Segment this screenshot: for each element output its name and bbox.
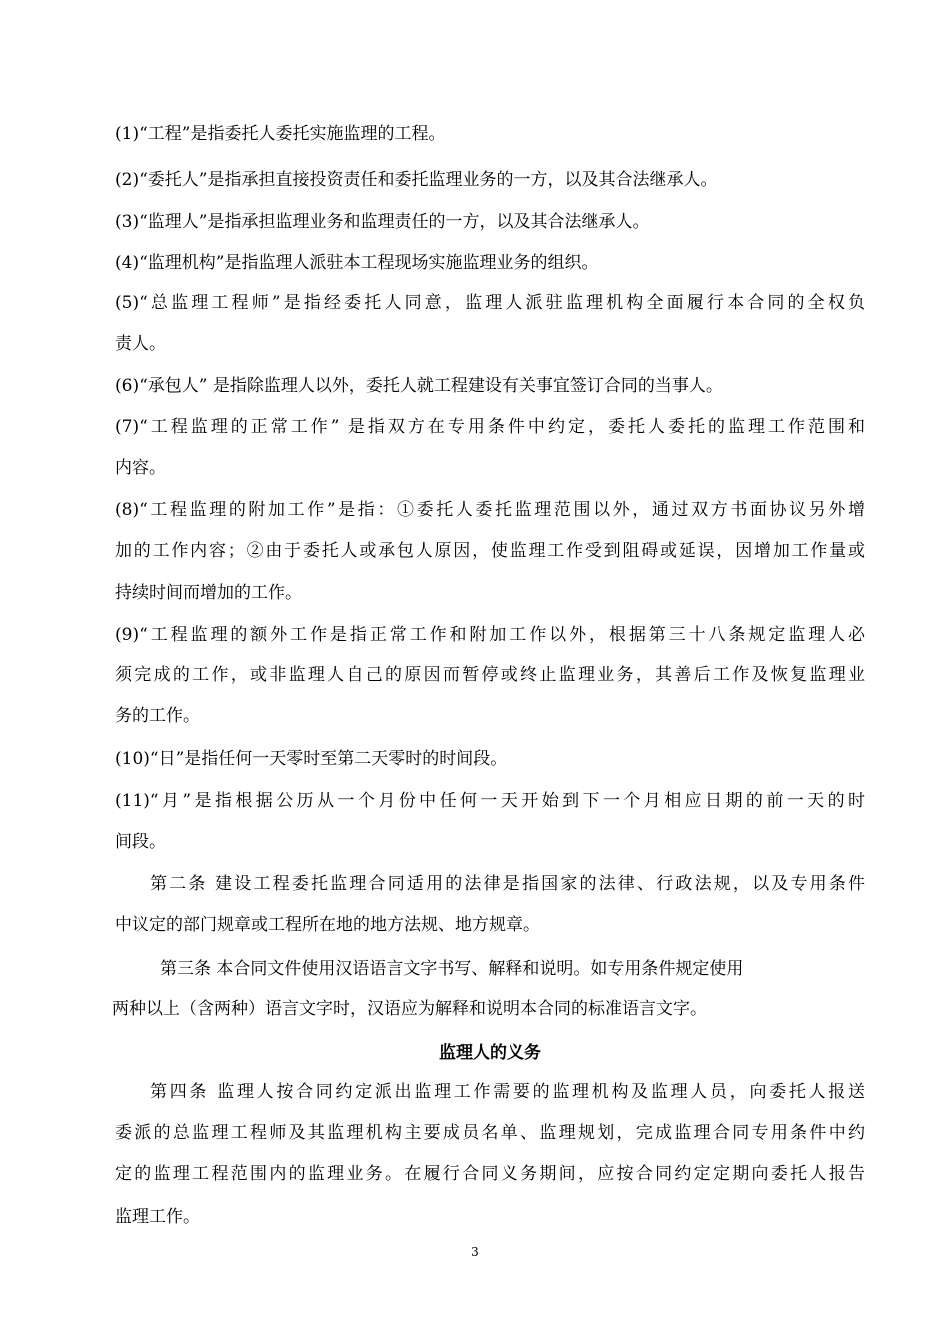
article-4-line-4: 监理工作。 bbox=[115, 1207, 200, 1227]
definition-1-line-1: (1)“工程”是指委托人委托实施监理的工程。 bbox=[115, 124, 446, 144]
article-3-line-2: 两种以上（含两种）语言文字时，汉语应为解释和说明本合同的标准语言文字。 bbox=[112, 999, 707, 1019]
definition-9-line-3: 务的工作。 bbox=[115, 706, 200, 726]
definition-10-line-1: (10)“日”是指任何一天零时至第二天零时的时间段。 bbox=[115, 749, 508, 769]
definition-2-line-1: (2)“委托人”是指承担直接投资责任和委托监理业务的一方，以及其合法继承人。 bbox=[115, 170, 718, 190]
article-4-line-1: 第四条 监理人按合同约定派出监理工作需要的监理机构及监理人员，向委托人报送 bbox=[150, 1082, 865, 1102]
article-2-line-1: 第二条 建设工程委托监理合同适用的法律是指国家的法律、行政法规，以及专用条件 bbox=[150, 874, 865, 894]
definition-11-line-2: 间段。 bbox=[115, 832, 166, 852]
page-number: 3 bbox=[471, 1245, 479, 1259]
article-4-line-2: 委派的总监理工程师及其监理机构主要成员名单、监理规划，完成监理合同专用条件中约 bbox=[115, 1123, 865, 1143]
definition-5-line-2: 责人。 bbox=[115, 334, 166, 354]
definition-7-line-1: (7)“工程监理的正常工作” 是指双方在专用条件中约定，委托人委托的监理工作范围和 bbox=[115, 417, 865, 437]
definition-7-line-2: 内容。 bbox=[115, 458, 166, 478]
definition-8-line-2: 加的工作内容；②由于委托人或承包人原因，使监理工作受到阻碍或延误，因增加工作量或 bbox=[115, 541, 865, 561]
definition-6-line-1: (6)“承包人” 是指除监理人以外，委托人就工程建设有关事宜签订合同的当事人。 bbox=[115, 376, 723, 396]
article-2-line-2: 中议定的部门规章或工程所在地的地方法规、地方规章。 bbox=[115, 915, 540, 935]
definition-8-line-1: (8)“工程监理的附加工作”是指：①委托人委托监理范围以外，通过双方书面协议另外增 bbox=[115, 500, 865, 520]
article-4-line-3: 定的监理工程范围内的监理业务。在履行合同义务期间，应按合同约定定期向委托人报告 bbox=[115, 1164, 865, 1184]
definition-11-line-1: (11)“月”是指根据公历从一个月份中任何一天开始到下一个月相应日期的前一天的时 bbox=[115, 791, 865, 811]
definition-9-line-1: (9)“工程监理的额外工作是指正常工作和附加工作以外，根据第三十八条规定监理人必 bbox=[115, 625, 865, 645]
definition-9-line-2: 须完成的工作，或非监理人自己的原因而暂停或终止监理业务，其善后工作及恢复监理业 bbox=[115, 665, 865, 685]
definition-8-line-3: 持续时间而增加的工作。 bbox=[115, 583, 302, 603]
definition-5-line-1: (5)“总监理工程师”是指经委托人同意，监理人派驻监理机构全面履行本合同的全权负 bbox=[115, 293, 865, 313]
article-3-line-1: 第三条 本合同文件使用汉语语言文字书写、解释和说明。如专用条件规定使用 bbox=[160, 959, 744, 979]
definition-4-line-1: (4)“监理机构”是指监理人派驻本工程现场实施监理业务的组织。 bbox=[115, 253, 599, 273]
section-heading: 监理人的义务 bbox=[439, 1043, 541, 1063]
definition-3-line-1: (3)“监理人”是指承担监理业务和监理责任的一方，以及其合法继承人。 bbox=[115, 212, 650, 232]
